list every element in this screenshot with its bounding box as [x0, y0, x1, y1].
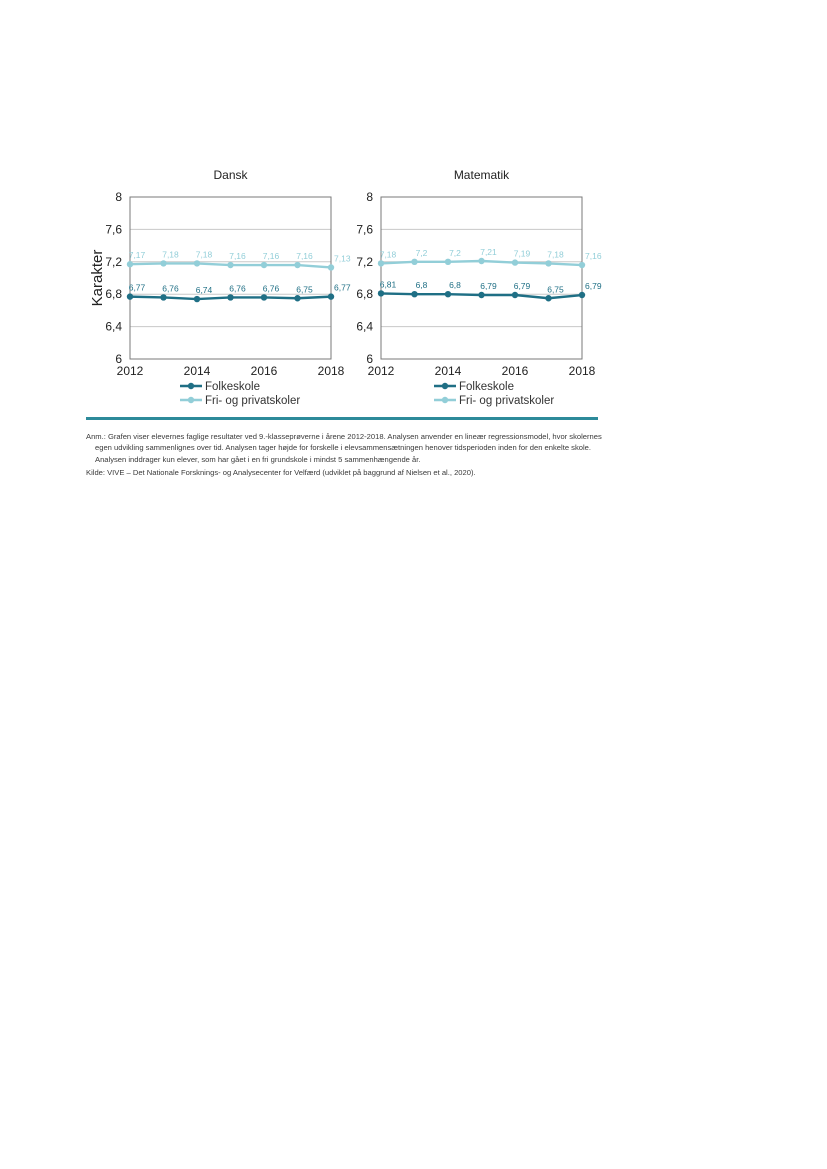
- data-label-matematik-0-4: 6,79: [513, 281, 531, 292]
- data-label-matematik-1-1: 7,2: [415, 247, 428, 258]
- data-point-dansk-0-1: [160, 294, 166, 300]
- y-tick-dansk-2: 6,8: [105, 287, 122, 302]
- legend-label-matematik-1: Fri- og privatskoler: [459, 395, 555, 407]
- data-point-dansk-0-4: [261, 294, 267, 300]
- data-point-dansk-1-3: [227, 262, 233, 268]
- data-label-matematik-0-6: 6,79: [585, 281, 602, 292]
- y-axis-label: Karakter: [89, 249, 106, 307]
- charts-figure: [0, 0, 827, 470]
- y-tick-matematik-1: 6,4: [356, 319, 373, 334]
- data-point-matematik-0-4: [512, 292, 518, 298]
- data-label-matematik-0-0: 6,81: [379, 279, 397, 290]
- data-point-dansk-0-3: [227, 294, 233, 300]
- data-point-matematik-1-1: [411, 259, 417, 265]
- x-tick-matematik-0: 2012: [367, 364, 395, 378]
- x-tick-matematik-1: 2014: [434, 364, 462, 378]
- plot-frame-dansk: [130, 197, 331, 359]
- data-label-dansk-0-4: 6,76: [262, 283, 280, 294]
- data-point-dansk-1-2: [194, 260, 200, 266]
- y-tick-matematik-0: 6: [366, 352, 373, 366]
- y-tick-dansk-1: 6,4: [105, 319, 122, 334]
- data-point-matematik-0-5: [545, 295, 551, 301]
- legend-marker-dansk-0: [188, 383, 194, 389]
- data-label-matematik-0-5: 6,75: [547, 284, 564, 295]
- legend-label-matematik-0: Folkeskole: [459, 381, 514, 393]
- x-tick-dansk-2: 2016: [250, 364, 278, 378]
- y-tick-matematik-3: 7,2: [356, 254, 373, 269]
- y-tick-dansk-0: 6: [115, 352, 122, 366]
- data-point-matematik-1-6: [579, 262, 585, 268]
- y-tick-matematik-5: 8: [366, 190, 373, 204]
- data-label-dansk-0-5: 6,75: [296, 284, 313, 295]
- divider-rule: [86, 417, 598, 420]
- data-point-dansk-0-2: [194, 296, 200, 302]
- x-tick-dansk-0: 2012: [116, 364, 144, 378]
- data-point-matematik-0-3: [478, 292, 484, 298]
- data-point-dansk-1-0: [127, 261, 133, 267]
- legend-marker-matematik-0: [442, 383, 448, 389]
- data-point-dansk-1-4: [261, 262, 267, 268]
- y-tick-dansk-4: 7,6: [105, 222, 122, 237]
- data-label-matematik-1-6: 7,16: [585, 251, 602, 262]
- x-tick-matematik-3: 2018: [568, 364, 596, 378]
- legend-marker-dansk-1: [188, 397, 194, 403]
- legend-label-dansk-0: Folkeskole: [205, 381, 260, 393]
- y-tick-matematik-2: 6,8: [356, 287, 373, 302]
- data-label-dansk-0-1: 6,76: [162, 283, 179, 294]
- data-point-matematik-0-1: [411, 291, 417, 297]
- y-tick-dansk-5: 8: [115, 190, 122, 204]
- data-label-dansk-1-0: 7,17: [128, 250, 146, 261]
- figure-notes: [86, 431, 602, 481]
- data-point-matematik-0-6: [579, 292, 585, 298]
- data-label-matematik-1-5: 7,18: [547, 249, 564, 260]
- data-label-dansk-0-2: 6,74: [195, 285, 213, 296]
- x-tick-matematik-2: 2016: [501, 364, 529, 378]
- data-label-dansk-1-4: 7,16: [262, 251, 280, 262]
- y-tick-matematik-4: 7,6: [356, 222, 373, 237]
- data-point-dansk-0-0: [127, 293, 133, 299]
- data-point-matematik-1-2: [445, 259, 451, 265]
- data-point-matematik-1-3: [478, 258, 484, 264]
- data-label-dansk-0-3: 6,76: [229, 283, 246, 294]
- data-label-matematik-1-2: 7,2: [449, 247, 461, 258]
- y-tick-dansk-3: 7,2: [105, 254, 122, 269]
- legend-label-dansk-1: Fri- og privatskoler: [205, 395, 301, 407]
- data-label-matematik-1-0: 7,18: [379, 249, 397, 260]
- x-tick-dansk-3: 2018: [317, 364, 345, 378]
- data-label-dansk-1-6: 7,13: [334, 253, 351, 264]
- chart-title-dansk: Dansk: [213, 168, 248, 182]
- x-tick-dansk-1: 2014: [183, 364, 211, 378]
- data-label-dansk-0-6: 6,77: [334, 282, 351, 293]
- data-point-matematik-0-2: [445, 291, 451, 297]
- data-point-dansk-1-5: [294, 262, 300, 268]
- data-point-matematik-1-5: [545, 260, 551, 266]
- data-label-matematik-0-2: 6,8: [449, 280, 461, 291]
- data-point-dansk-0-5: [294, 295, 300, 301]
- data-label-matematik-0-3: 6,79: [480, 281, 497, 292]
- note-kilde: Kilde: VIVE – Det Nationale Forsknings- og Analysecenter for Velfærd (udviklet på baggrund af Nielsen et al., 2020).: [86, 468, 476, 478]
- data-label-dansk-1-5: 7,16: [296, 251, 313, 262]
- note-anm: Anm.: Grafen viser elevernes faglige resultater ved 9.-klasseprøverne i årene 2012-2018. Analysen anvender en lineær regressionsmodel, hvor skolernes egen udvikling sammenlignes over tid. Analysen tager højde for forskelle i elevsammensætningen henover tidsperioden inden for den enkelte skole. Analysen inddrager kun elever, som har gået i en fri grundskole i mindst 5 sammenhængende år.: [86, 432, 602, 464]
- data-point-matematik-0-0: [378, 290, 384, 296]
- data-label-matematik-1-3: 7,21: [480, 246, 497, 257]
- data-point-dansk-0-6: [328, 293, 334, 299]
- data-label-dansk-1-2: 7,18: [195, 249, 213, 260]
- data-label-dansk-1-3: 7,16: [229, 251, 246, 262]
- data-label-dansk-1-1: 7,18: [162, 249, 179, 260]
- data-point-matematik-1-0: [378, 260, 384, 266]
- chart-title-matematik: Matematik: [453, 168, 510, 182]
- data-point-dansk-1-6: [328, 264, 334, 270]
- data-label-matematik-0-1: 6,8: [415, 280, 428, 291]
- data-point-dansk-1-1: [160, 260, 166, 266]
- plot-frame-matematik: [381, 197, 582, 359]
- data-point-matematik-1-4: [512, 259, 518, 265]
- legend-marker-matematik-1: [442, 397, 448, 403]
- data-label-matematik-1-4: 7,19: [513, 248, 531, 259]
- data-label-dansk-0-0: 6,77: [128, 282, 146, 293]
